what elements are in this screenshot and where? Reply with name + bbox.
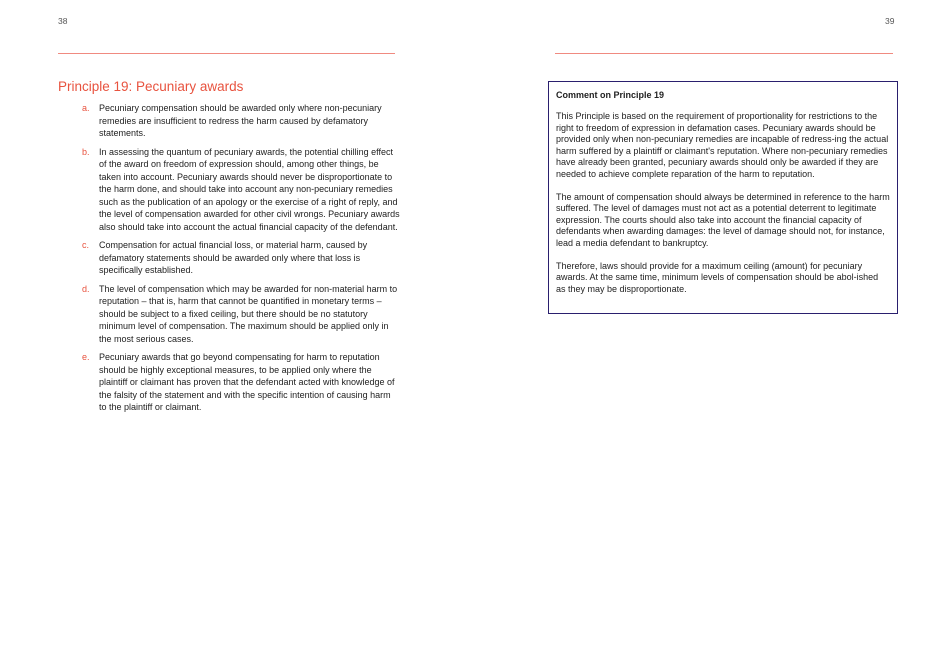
page-number-left: 38 — [58, 16, 68, 26]
item-text: In assessing the quantum of pecuniary awards, the potential chilling effect of the award on freedom of expression should, among other things, be taken into account. Pecuniary awards should never be disproportionate to the harm done, and should take into account any non-pecuniary remedies such as the publication of an apology or the exercise of a right of reply, and the level of compensation awarded for other civil wrongs. Pecuniary awards also should take into account the actual financial capacity of the defendant. — [99, 146, 400, 232]
item-text: Pecuniary compensation should be awarded only where non-pecuniary remedies are insufficient to redress the harm caused by defamatory statements. — [99, 103, 382, 138]
principle-item-a — [82, 102, 400, 140]
item-letter: b. — [82, 146, 90, 157]
principle-item-list — [82, 102, 400, 420]
header-rule-right — [555, 53, 893, 54]
comment-title: Comment on Principle 19 — [556, 90, 665, 100]
comment-paragraph: The amount of compensation should always be determined in reference to the harm suffered. The level of damages must not act as a potential deterrent to legitimate expression. The courts should also take into account the financial capacity of defendants when awarding damages: the level of damage should not, for instance, lead a media defendant to bankruptcy. — [556, 191, 890, 248]
principle-item-c — [82, 239, 400, 277]
header-rule-left — [58, 53, 395, 54]
principle-heading: Principle 19: Pecuniary awards — [58, 79, 244, 94]
item-letter: a. — [82, 103, 90, 113]
item-text: Compensation for actual financial loss, or material harm, caused by defamatory statements should be awarded only where that loss is specifically established. — [99, 240, 368, 275]
item-text: The level of compensation which may be awarded for non-material harm to reputation – that is, harm that cannot be quantified in monetary terms – should be subject to a fixed ceiling, but there should be no statutory minimum level of compensation. The maximum should be applied only in the most serious cases. — [99, 283, 398, 344]
comment-box — [548, 81, 898, 314]
item-letter: d. — [82, 283, 90, 294]
item-letter: c. — [82, 240, 90, 250]
page-number-right: 39 — [885, 16, 895, 26]
comment-paragraph: This Principle is based on the requirement of proportionality for restrictions to the right to freedom of expression in defamation cases. Pecuniary awards should be provided only when non-pecuniary remedies are incapable of redress-ing the actual harm suffered by a plaintiff or claimant's reputation. Where non-pecuniary remedies have already been granted, pecuniary awards should only be awarded if they are needed to achieve complete reparation of the harm to reputation. — [556, 111, 889, 179]
item-text: Pecuniary awards that go beyond compensating for harm to reputation should be highly exceptional measures, to be applied only where the plaintiff or claimant has proven that the defendant acted with knowledge of the falsity of the statement and with the specific intention of causing harm to the plaintiff or claimant. — [99, 352, 395, 412]
item-letter: e. — [82, 352, 90, 362]
principle-item-b — [82, 146, 400, 234]
principle-item-d — [82, 283, 400, 346]
principle-item-e — [82, 351, 400, 414]
comment-paragraph: Therefore, laws should provide for a maximum ceiling (amount) for pecuniary awards. At the same time, minimum levels of compensation should be abol-ished as they may be disproportionate. — [556, 260, 879, 294]
